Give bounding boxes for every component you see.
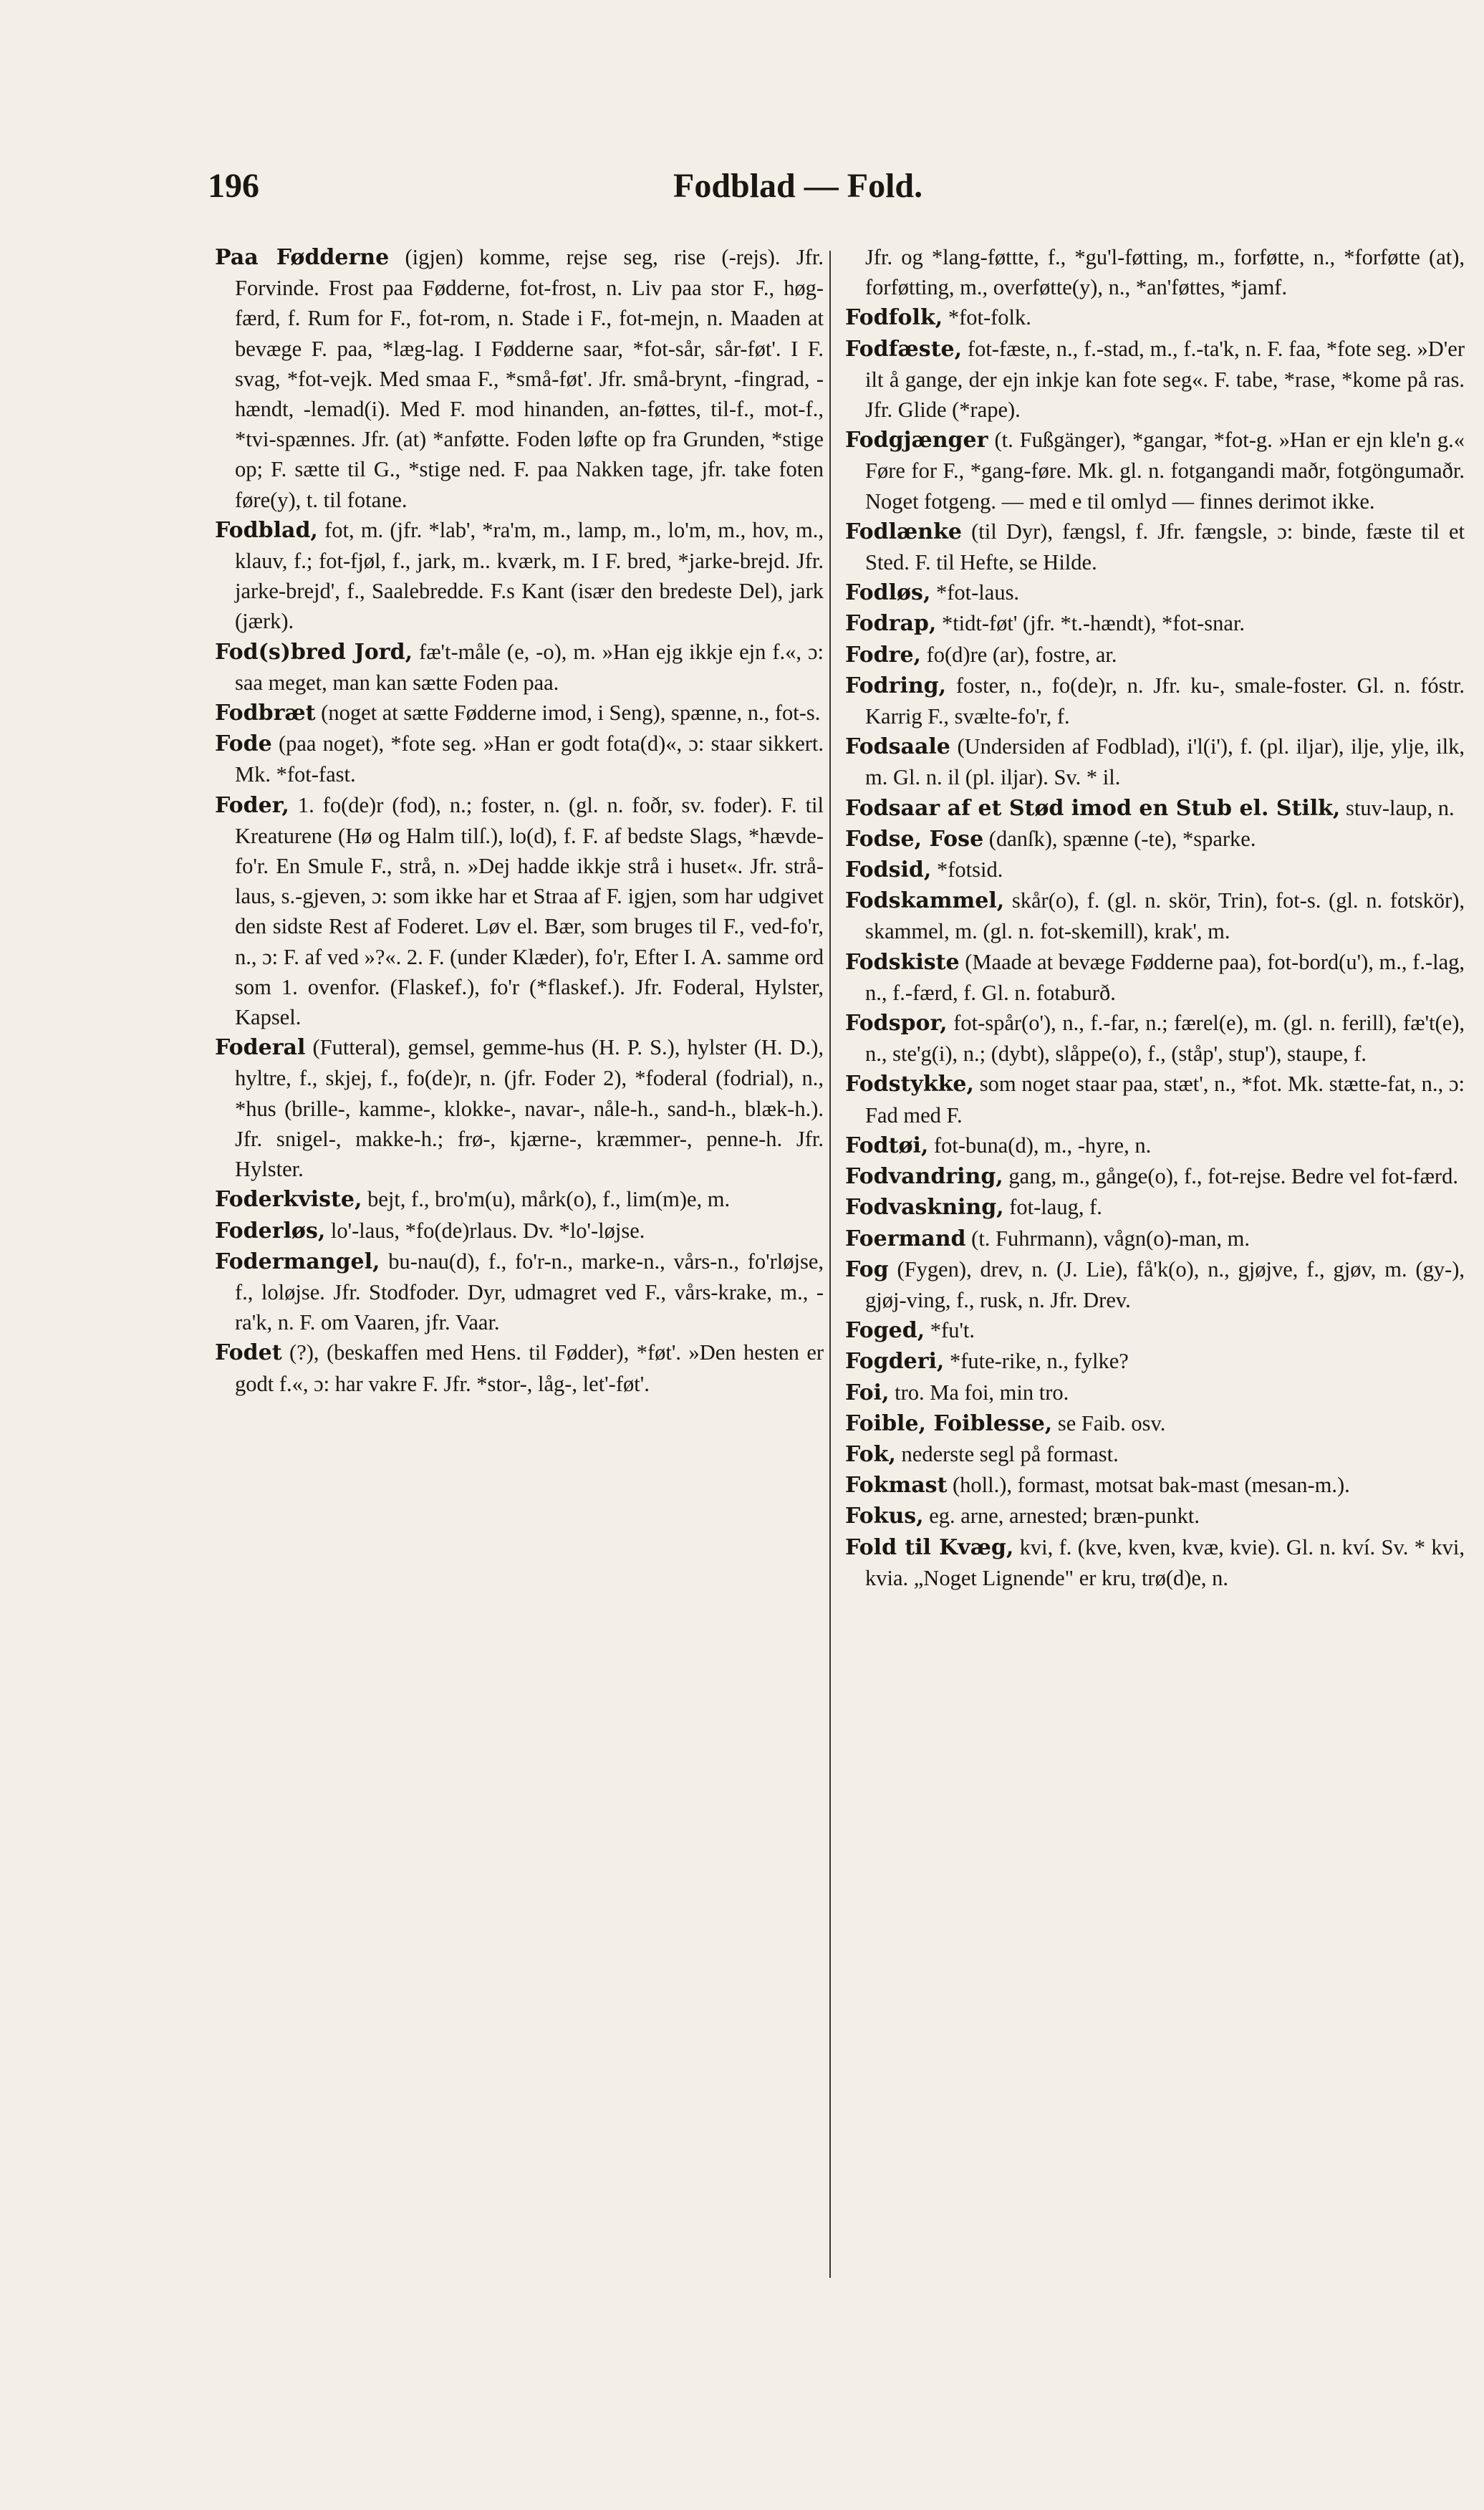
dictionary-entry [845,1130,1465,1161]
dictionary-entry [845,1008,1465,1069]
entry-headword: Fog [845,1256,889,1282]
entry-definition: fot-buna(d), m., -hyre, n. [933,1133,1152,1158]
entry-definition: *fute-rike, n., fylke? [949,1349,1129,1374]
entry-definition: bejt, f., bro'm(u), mårk(o), f., lim(m)e, m. [367,1187,731,1212]
entry-definition: (Maade at bevæge Fødderne paa), fot-bord(u'), m., f.-lag, n., f.-færd, f. Gl. n. fotaburð. [865,949,1465,1005]
entry-headword: Fod(s)bred Jord, [215,639,413,665]
dictionary-entry [845,640,1465,670]
dictionary-entry [845,1069,1465,1130]
entry-definition: fot, m. (jfr. *lab', *ra'm, m., lamp, m., lo'm, m., hov, m., klauv, f.; fot-fjøl, f., jark, m.. kværk, m. I F. bred, *jarke-brejd. Jfr. jarke-brejd', f., Saalebredde. F.s Kant (især den bredeste Del), jark (jærk). [235,517,824,634]
entry-definition: 1. fo(de)r (fod), n.; foster, n. (gl. n. foðr, sv. foder). F. til Kreaturene (Hø og Halm tilſ.), lo(d), f. F. af bedste Slags, *hævde-fo'r. En Smule F., strå, n. »Dej hadde ikkje strå i huset«. Jfr. strå-laus, s.-gjeven, ɔ: som ikke har et Straa af F. igjen, som har udgivet den sidste Rest af Foderet. Løv el. Bær, som bruges til F., ved-fo'r, n., ɔ: F. af ved »?«. 2. F. (under Klæder), fo'r, Efter I. A. samme ord som 1. ovenfor. (Flaskef.), fo'r (*flaskef.). Jfr. Foderal, Hylster, Kapsel. [235,792,824,1030]
column-divider [829,251,831,2278]
dictionary-entry [845,1377,1465,1408]
dictionary-entry [215,515,824,637]
entry-headword: Fodermangel, [215,1249,380,1274]
dictionary-entry [845,731,1465,792]
entry-headword: Fodring, [845,673,947,698]
entry-headword: Paa Føddernе [215,245,390,270]
entry-headword: Fodfæste, [845,336,963,362]
dictionary-entry [845,242,1465,302]
entry-headword: Fodre, [845,642,921,668]
entry-definition: kvi, f. (kve, kven, kvæ, kvie). Gl. n. kví. Sv. * kvi, kvia. „Noget Lignende" er kru, trø(d)e, n. [865,1534,1465,1590]
entry-headword: Foderløs, [215,1218,326,1244]
entry-headword: Fodstykke, [845,1072,974,1097]
dictionary-entry [845,1315,1465,1346]
entry-definition: fot-spår(o'), n., f.-far, n.; færel(e), m. (gl. n. ferill), fæ't(e), n., ste'g(i), n.; (dybt), slåppe(o), f., (ståp', stup'), staupe, f. [865,1011,1465,1067]
dictionary-entry [845,1223,1465,1254]
dictionary-entry [215,637,824,698]
dictionary-entry [215,1246,824,1338]
entry-headword: Foderkviste, [215,1187,362,1213]
entry-definition: gang, m., gånge(o), f., fot-rejse. Bedre vel fot-færd. [1008,1164,1458,1189]
dictionary-entry [845,670,1465,731]
entry-headword: Fodskiste [845,949,960,975]
entry-definition: bu-nau(d), f., fo'r-n., marke-n., vårs-n., fo'rløjse, f., loløjse. Jfr. Stodfoder. Dyr, udmagret ved F., vårs-krake, m., -ra'k, n. F. om Vaaren, jfr. Vaar. [235,1249,824,1335]
entry-definition: lo'-laus, *fo(de)rlaus. Dv. *lo'-løjse. [330,1218,645,1243]
entry-headword: Fodspor, [845,1011,948,1037]
dictionary-entry [845,608,1465,639]
entry-definition: se Faib. osv. [1057,1410,1166,1436]
entry-definition: *fot-folk. [948,305,1031,330]
entry-definition: *fot-laus. [936,580,1020,605]
entry-definition: som noget staar paa, stæt', n., *fot. Mk. stætte-fat, n., ɔ: Fad med F. [865,1072,1465,1127]
page-header [208,166,1268,216]
dictionary-entry [845,516,1465,577]
entry-headword: Fode [215,731,272,757]
dictionary-entry [215,1184,824,1215]
entry-headword: Fodgjænger [845,428,988,453]
entry-definition: nederste segl på formast. [901,1441,1119,1466]
entry-headword: Fodfolk, [845,305,943,331]
entry-definition: (Fygen), drev, n. (J. Lie), få'k(o), n., gjøjve, f., gjøv, m. (gy-), gjøj-ving, f., rusk, n. Jfr. Drev. [865,1256,1465,1312]
entry-headword: Fodse, Fose [845,826,984,852]
dictionary-entry [845,1408,1465,1439]
entry-definition: *tidt-føt' (jfr. *t.-hændt), *fot-snar. [941,611,1246,636]
page-number: 196 [208,167,259,205]
entry-headword: Foderal [215,1035,306,1061]
dictionary-entry [845,793,1465,824]
entry-headword: Fok, [845,1441,896,1467]
entry-definition: fæ't-måle (e, -o), m. »Han ejg ikkje ejn f.«, ɔ: saa meget, man kan sætte Foden paa. [235,639,824,695]
entry-definition: (holl.), formast, motsat bak-mast (mesan-m.). [953,1473,1350,1498]
dictionary-entry [845,1254,1465,1315]
dictionary-entry [845,334,1465,425]
left-column [215,242,824,2448]
entry-headword: Fodløs, [845,580,931,606]
entry-definition: (noget at sætte Fødderne imod, i Seng), spænne, n., fot-s. [321,701,821,726]
entry-headword: Fodrap, [845,611,937,637]
entry-headword: Fodvandring, [845,1164,1003,1190]
dictionary-entry [845,947,1465,1008]
dictionary-entry [845,1161,1465,1192]
entry-headword: Fogderi, [845,1349,945,1375]
entry-definition: fo(d)re (ar), fostre, ar. [926,642,1117,667]
right-column [845,242,1465,2448]
entry-headword: Foible, Foiblesse, [845,1410,1053,1436]
dictionary-entry [845,824,1465,855]
entry-definition: fot-fæste, n., f.-stad, m., f.-ta'k, n. F. faa, *fote seg. »D'er ilt å gange, der ejn inkje kan fote seg«. F. tabe, *rase, *kome på ras. Jfr. Glide (*rape). [865,336,1465,423]
entry-definition: (?), (beskaffen med Hens. til Fødder), *føt'. »Den hesten er godt f.«, ɔ: har vakre F. Jfr. *stor-, låg-, let'-føt'. [235,1340,824,1396]
dictionary-entry [845,1346,1465,1377]
entry-headword: Fodlænke [845,519,962,544]
entry-definition: (Futteral), gemsel, gemme-hus (H. P. S.), hylster (H. D.), hyltre, f., skjej, f., fo(de)r, n. (jfr. Foder 2), *foderal (fodrial), n., *hus (brille-, kamme-, klokke-, navar-, nåle-h., sand-h., blæk-h.). Jfr. snigel-, makke-h.; frø-, kjærne-, kræmmer-, penne-h. Jfr. Hylster. [235,1035,824,1182]
dictionary-entry [845,1470,1465,1501]
dictionary-entry [215,1032,824,1184]
entry-headword: Fokmast [845,1473,948,1499]
entry-definition: Jfr. og *lang-føttte, f., *gu'l-føtting, m., forføtte, n., *forføtte (at), forføtting, m., overføtte(y), n., *an'føttes, *jamf. [865,245,1465,300]
entry-headword: Fodsaale [845,734,950,760]
entry-headword: Foermand [845,1226,966,1251]
entry-headword: Foged, [845,1318,925,1344]
entry-headword: Fodbræt [215,701,316,726]
entry-definition: (paa noget), *fote seg. »Han er godt fota(d)«, ɔ: staar sikkert. Mk. *fot-fast. [235,731,824,787]
dictionary-entry [845,302,1465,333]
entry-definition: stuv-laup, n. [1346,795,1455,820]
dictionary-entry [215,1216,824,1246]
entry-definition: foster, n., fo(de)r, n. Jfr. ku-, smale-foster. Gl. n. fóstr. Karrig F., svælte-fo'r, f. [865,673,1465,729]
entry-headword: Foder, [215,792,289,818]
entry-headword: Fokus, [845,1504,924,1529]
dictionary-entry [845,577,1465,608]
dictionary-entry [215,729,824,789]
entry-definition: *fotsid. [936,857,1003,883]
dictionary-entry [845,1501,1465,1532]
entry-headword: Fold til Kvæg, [845,1534,1014,1560]
entry-definition: fot-laug, f. [1009,1195,1102,1220]
entry-headword: Fodsid, [845,857,932,883]
entry-definition: (t. Fuhrmann), vågn(o)-man, m. [971,1226,1250,1251]
entry-headword: Fodskammel, [845,888,1005,914]
dictionary-entry [845,1532,1465,1593]
dictionary-entry [845,1192,1465,1223]
entry-headword: Fodvaskning, [845,1195,1004,1221]
entry-headword: Fodtøi, [845,1133,929,1158]
entry-definition: (danſk), spænne (-te), *sparke. [988,826,1256,851]
dictionary-entry [845,855,1465,885]
entry-definition: (til Dyr), fængsl, f. Jfr. fængsle, ɔ: binde, fæste til et Sted. F. til Hefte, se Hilde. [865,519,1465,575]
entry-headword: Fodsaar af et Stød imod en Stub el. Stilk, [845,795,1341,821]
page-title: Fodblad — Fold. [673,167,923,205]
dictionary-entry [215,242,824,515]
entry-headword: Foi, [845,1380,890,1405]
dictionary-entry [215,790,824,1033]
dictionary-entry [215,1337,824,1398]
entry-definition: skår(o), f. (gl. n. skör, Trin), fot-s. (gl. n. fotskör), skammel, m. (gl. n. fot-skemill), krak', m. [865,888,1465,944]
entry-headword: Fodblad, [215,517,318,543]
entry-definition: (igjen) komme, rejse seg, rise (-rejs). Jfr. Forvinde. Frost paa Fødderne, fot-frost, n. Liv paa stor F., høg-færd, f. Rum for F., fot-rom, n. Stade i F., fot-mejn, n. Maaden at bevæge F. paa, *læg-lag. I Fødderne saar, *fot-sår, sår-føt'. I F. svag, *fot-vejk. Med smaa F., *små-føt'. Jfr. små-brynt, -fingrad, -hændt, -lemad(i). Med F. mod hinanden, an-føttes, til-f., mot-f., *tvi-spænnes. Jfr. (at) *anføtte. Foden løfte op fra Grunden, *stige op; F. sætte til G., *stige ned. F. paa Nakken tage, jfr. take foten føre(y), t. til fotane. [235,245,824,512]
dictionary-entry [215,698,824,729]
entry-definition: eg. arne, arnested; bræn-punkt. [929,1504,1200,1529]
entry-definition: *fu't. [930,1318,975,1343]
entry-definition: (Undersiden af Fodblad), i'l(i'), f. (pl. iljar), ilje, ylje, ilk, m. Gl. n. il (pl. iljar). Sv. * il. [865,734,1465,790]
entry-definition: (t. Fußgänger), *gangar, *fot-g. »Han er ejn kle'n g.« Føre for F., *gang-føre. Mk. gl. n. fotgangandi maðr, fotgöngumaðr. Noget fotgeng. — med e til omlyd — finnes derimot ikke. [865,428,1465,514]
dictionary-entry [845,425,1465,516]
dictionary-entry [845,1439,1465,1470]
entry-definition: tro. Ma foi, min tro. [895,1380,1069,1405]
dictionary-entry [845,885,1465,946]
entry-headword: Fodet [215,1340,282,1366]
